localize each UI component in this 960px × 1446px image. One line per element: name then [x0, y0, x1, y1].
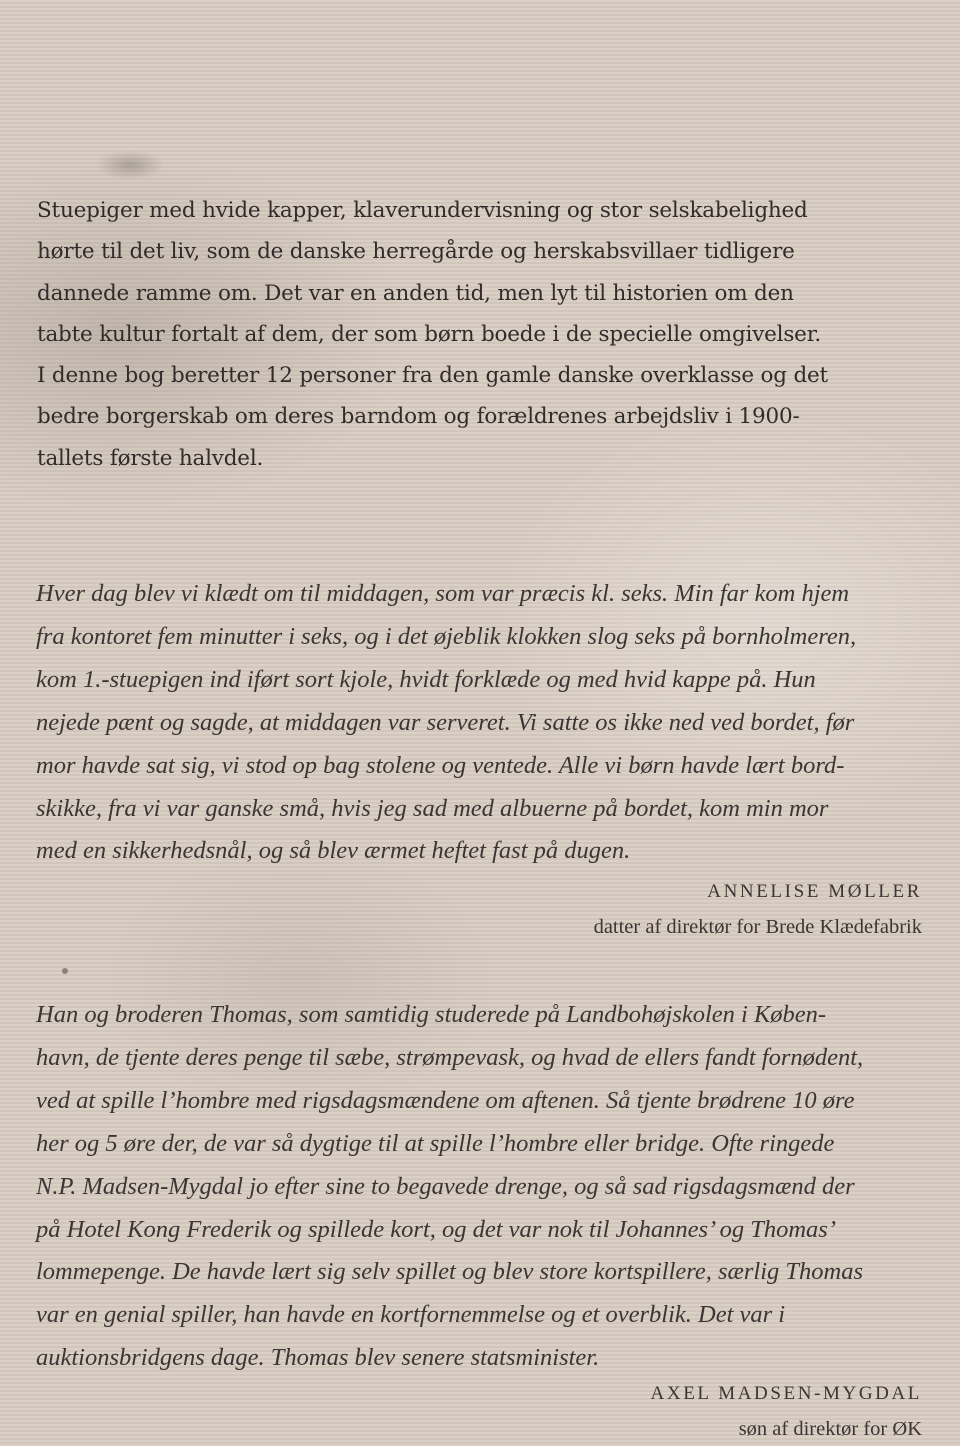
- quote-line: nejede pænt og sagde, at middagen var serveret. Vi satte os ikke ned ved bordet, før: [36, 708, 855, 736]
- ink-smudge: [95, 150, 165, 180]
- quote-author-role: datter af direktør for Brede Klædefabrik: [593, 916, 922, 938]
- intro-line: tabte kultur fortalt af dem, der som børn boede i de specielle omgivelser.: [37, 321, 822, 347]
- quote-line: ved at spille l’hombre med rigsdagsmændene om aftenen. Så tjente brødrene 10 øre: [36, 1086, 855, 1114]
- quote-line: Hver dag blev vi klædt om til middagen, som var præcis kl. seks. Min far kom hjem: [36, 580, 850, 607]
- quote-line: mor havde sat sig, vi stod op bag stolene og ventede. Alle vi børn havde lært bord-: [36, 751, 845, 779]
- quote-author-role: søn af direktør for ØK: [738, 1418, 922, 1440]
- intro-paragraph: [37, 190, 927, 479]
- intro-line: bedre borgerskab om deres barndom og forældrenes arbejdsliv i 1900-: [37, 404, 800, 430]
- intro-line: hørte til det liv, som de danske herregårde og herskabsvillaer tidligere: [37, 239, 795, 265]
- quote-line: skikke, fra vi var ganske små, hvis jeg sad med albuerne på bordet, kom min mor: [36, 794, 829, 822]
- quote-line: her og 5 øre der, de var så dygtige til at spille l’hombre eller bridge. Ofte ringede: [36, 1129, 835, 1157]
- quote-annelise-moller: [36, 573, 928, 873]
- intro-line: I denne bog beretter 12 personer fra den gamle danske overklasse og det: [37, 363, 829, 389]
- quote-axel-madsen-mygdal: [36, 994, 928, 1380]
- quote-line: havn, de tjente deres penge til sæbe, strømpevask, og hvad de ellers fandt fornødent,: [36, 1043, 864, 1071]
- quote-line: kom 1.-stuepigen ind iført sort kjole, hvidt forklæde og med hvid kappe på. Hun: [36, 665, 816, 693]
- quote-line: på Hotel Kong Frederik og spillede kort, og det var nok til Johannes’ og Thomas’: [36, 1215, 836, 1243]
- quote-line: auktionsbridgens dage. Thomas blev senere statsminister.: [36, 1344, 600, 1372]
- quote-author: AXEL MADSEN-MYGDAL: [650, 1383, 922, 1404]
- intro-line: dannede ramme om. Det var en anden tid, men lyt til historien om den: [37, 280, 794, 306]
- quote-author: ANNELISE MØLLER: [707, 881, 922, 902]
- quote-line: med en sikkerhedsnål, og så blev ærmet heftet fast på dugen.: [36, 837, 631, 865]
- quote-line: var en genial spiller, han havde en kortfornemmelse og et overblik. Det var i: [36, 1301, 786, 1329]
- paper-speck: [62, 968, 68, 974]
- quote-line: lommepenge. De havde lært sig selv spillet og blev store kortspillere, særlig Thomas: [36, 1258, 864, 1286]
- quote-line: N.P. Madsen-Mygdal jo efter sine to begavede drenge, og så sad rigsdagsmænd der: [36, 1172, 855, 1200]
- intro-line: Stuepiger med hvide kapper, klaverundervisning og stor selskabelighed: [37, 198, 808, 223]
- intro-line: tallets første halvdel.: [37, 445, 264, 471]
- quote-line: fra kontoret fem minutter i seks, og i det øjeblik klokken slog seks på bornholmeren,: [36, 622, 857, 650]
- quote-line: Han og broderen Thomas, som samtidig studerede på Landbohøjskolen i Køben-: [36, 1001, 827, 1028]
